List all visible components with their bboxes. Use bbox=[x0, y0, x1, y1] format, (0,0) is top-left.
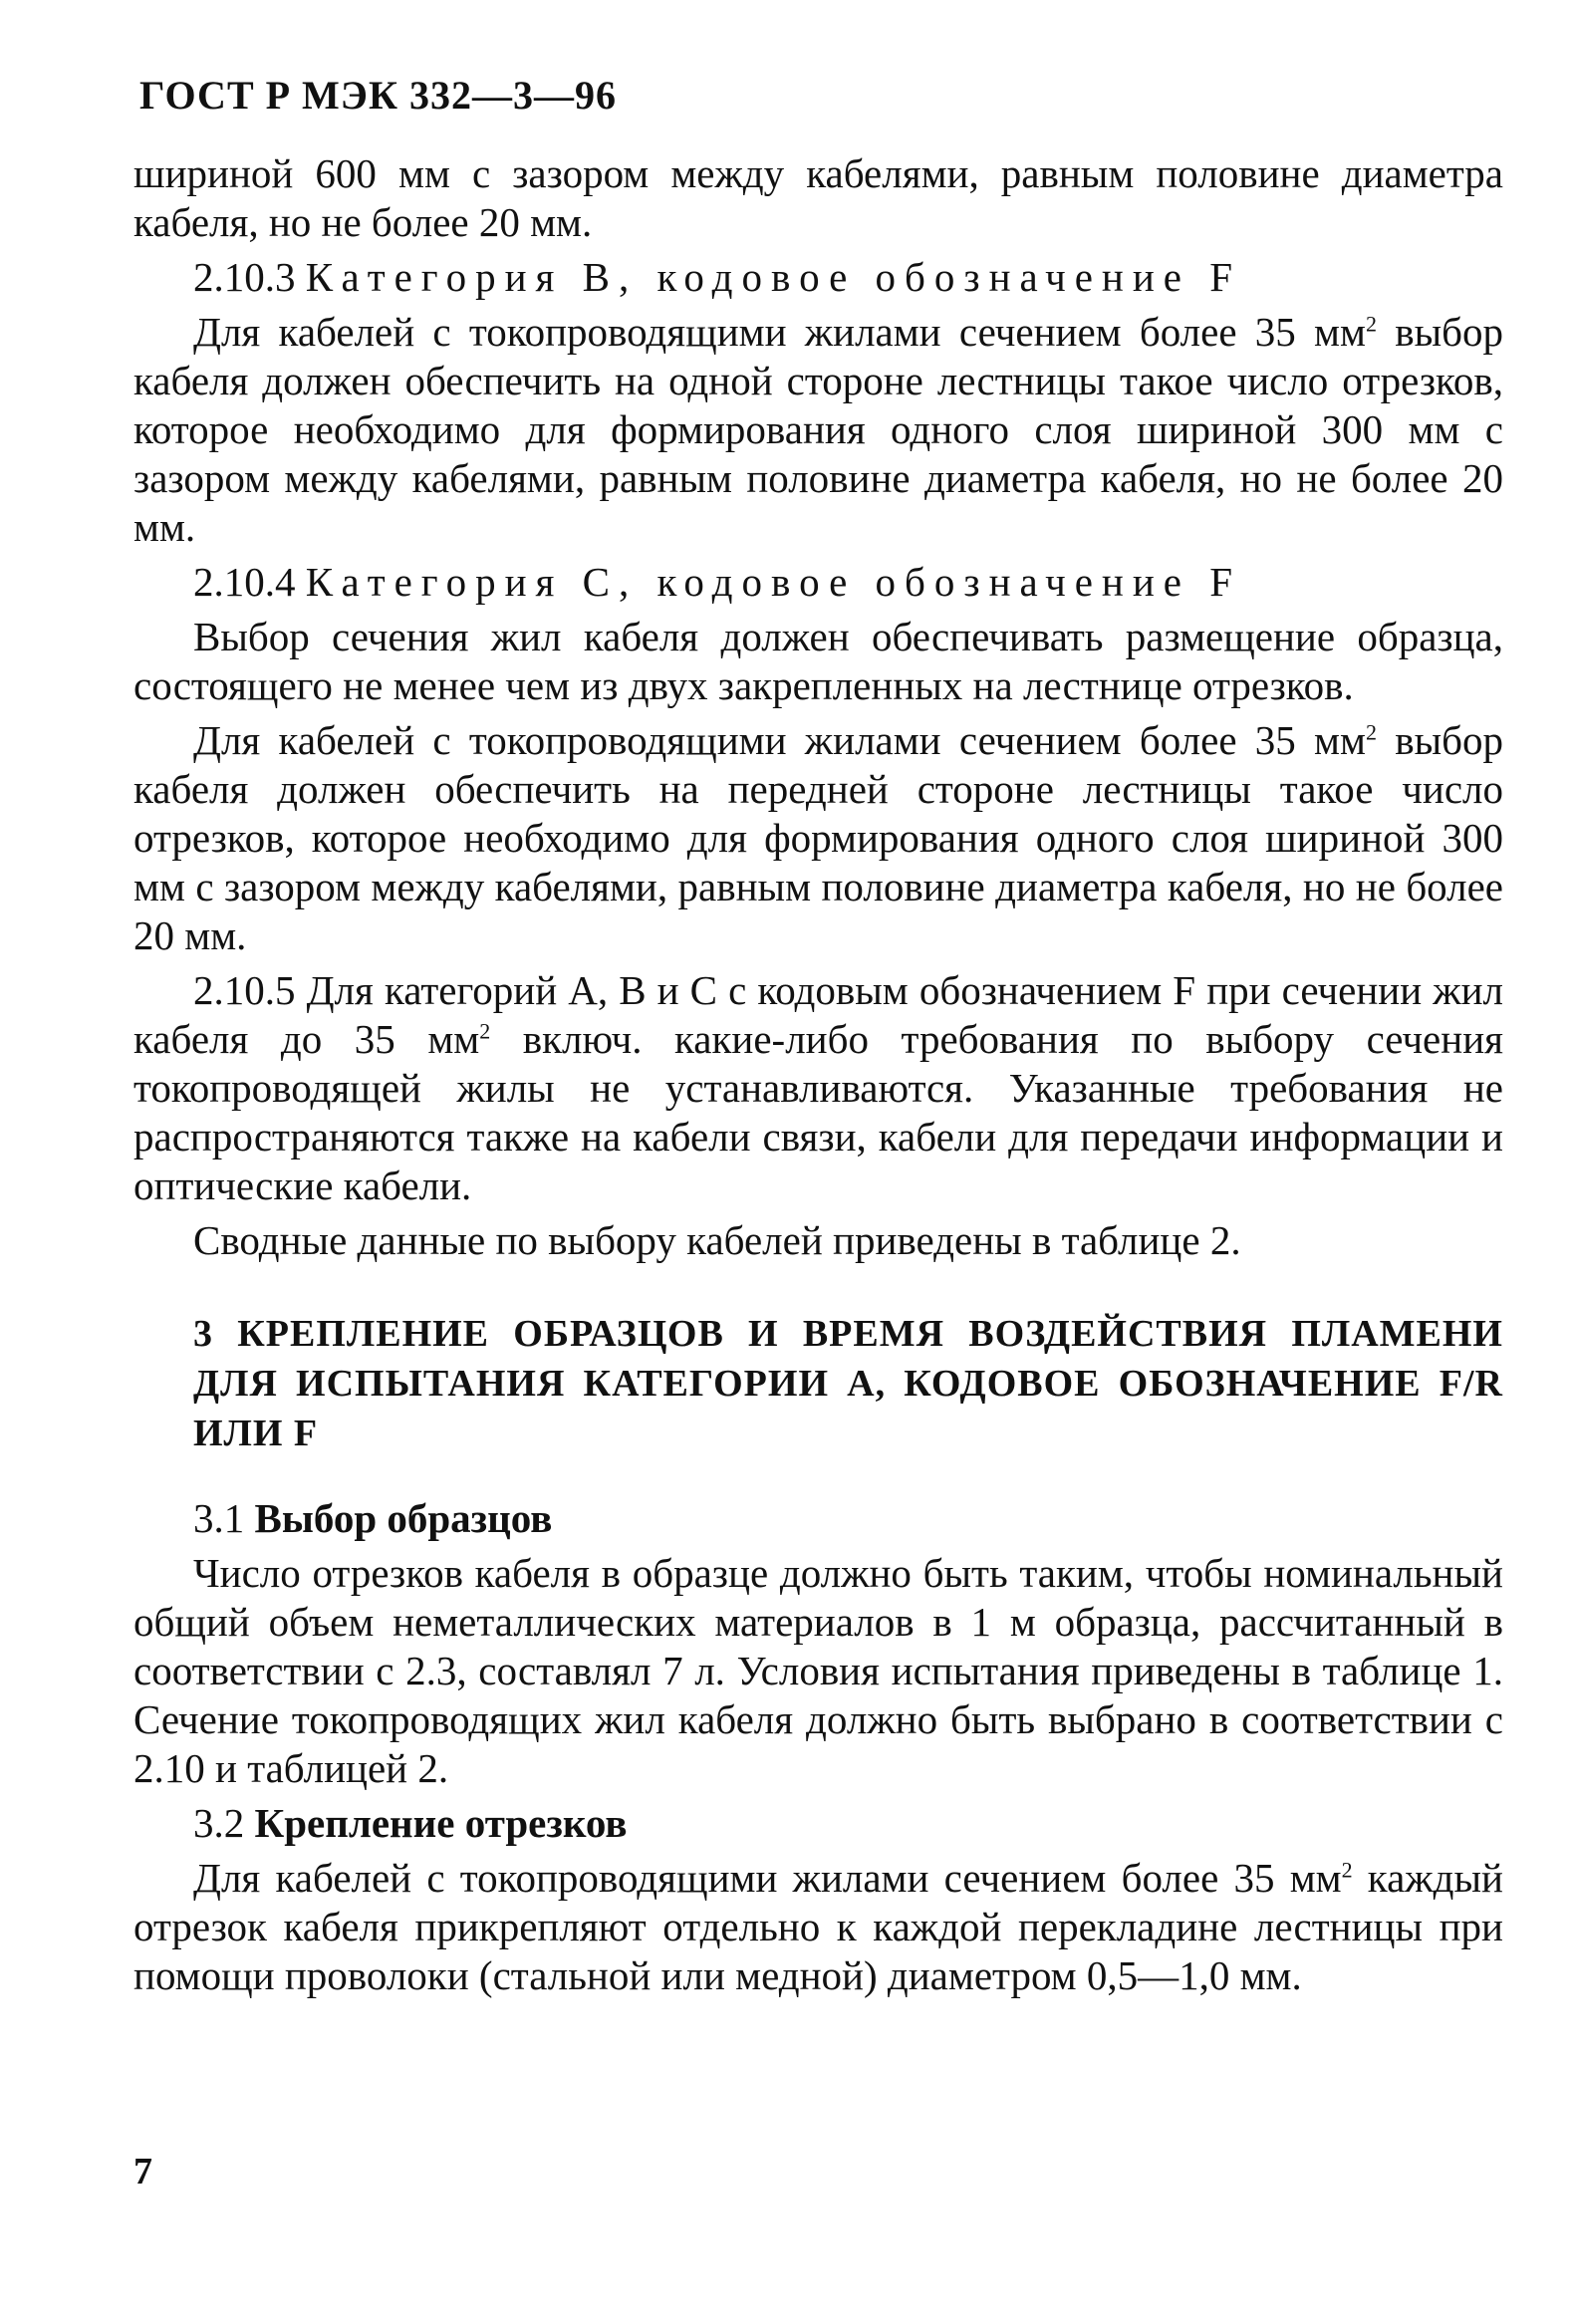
clause-3-2-heading bbox=[133, 1799, 1503, 1848]
clause-3-1-text: Число отрезков кабеля в образце должно быть таким, чтобы номинальный общий объем неметаллических материалов в 1 м образца, рассчитанный в соответствии с 2.3, составлял 7 л. Условия испытания приведены в таблице 1. Сечение токопроводящих жил кабеля должно быть выбрано в соответствии с 2.10 и таблицей 2. bbox=[133, 1550, 1503, 1791]
superscript: 2 bbox=[1365, 719, 1377, 745]
text-fragment: каждый отрезок кабеля прикрепляют отдельно к каждой перекладине лестницы при помощи проволоки (стальной или медной) диаметром 0,5—1,0 мм. bbox=[133, 1855, 1503, 1998]
paragraph-continuation: шириной 600 мм с зазором между кабелями, равным половине диаметра кабеля, но не более 20 мм. bbox=[133, 150, 1503, 245]
clause-2-10-4-heading bbox=[133, 558, 1503, 607]
clause-number: 2.10.4 bbox=[193, 559, 296, 605]
clause-title: Выбор образцов bbox=[254, 1495, 553, 1541]
clause-number: 2.10.3 bbox=[193, 254, 296, 300]
text-fragment: включ. какие-либо требования по выбору сечения токопроводящей жилы не устанавливаются. Указанные требования не распространяются также на кабели связи, кабели для передачи информации и оптические кабели. bbox=[133, 1016, 1503, 1208]
clause-title: Крепление отрезков bbox=[254, 1800, 628, 1846]
page-number: 7 bbox=[133, 2151, 152, 2193]
standard-header: ГОСТ Р МЭК 332—3—96 bbox=[139, 73, 617, 118]
clause-number: 3.2 bbox=[193, 1800, 245, 1846]
clause-title: Категория В, кодовое обозначение F bbox=[305, 254, 1242, 300]
text-fragment: Для кабелей с токопроводящими жилами сечением более 35 мм bbox=[193, 309, 1366, 355]
clause-2-10-5-text bbox=[133, 966, 1503, 1210]
text-fragment: Для кабелей с токопроводящими жилами сечением более 35 мм bbox=[193, 1855, 1342, 1901]
summary-text: Сводные данные по выбору кабелей приведены в таблице 2. bbox=[193, 1217, 1241, 1263]
section-3-title: 3 КРЕПЛЕНИЕ ОБРАЗЦОВ И ВРЕМЯ ВОЗДЕЙСТВИЯ ПЛАМЕНИ ДЛЯ ИСПЫТАНИЯ КАТЕГОРИИ А, КОДОВОЕ ОБОЗНАЧЕНИЕ F/R ИЛИ F bbox=[193, 1313, 1503, 1454]
clause-title: Категория С, кодовое обозначение F bbox=[305, 559, 1242, 605]
clause-2-10-3-text bbox=[133, 308, 1503, 552]
superscript: 2 bbox=[479, 1018, 491, 1044]
clause-2-10-4-text-1: Выбор сечения жил кабеля должен обеспечивать размещение образца, состоящего не менее чем из двух закрепленных на лестнице отрезков. bbox=[133, 614, 1503, 708]
clause-number: 3.1 bbox=[193, 1495, 245, 1541]
document-body bbox=[133, 149, 1503, 2006]
text-fragment: выбор кабеля должен обеспечить на одной стороне лестницы такое число отрезков, которое необходимо для формирования одного слоя шириной 300 мм с зазором между кабелями, равным половине диаметра кабеля, но не более 20 мм. bbox=[133, 309, 1503, 550]
clause-3-1-heading bbox=[133, 1494, 1503, 1543]
text-fragment: 2.10.5 Для категорий А, В и С с кодовым обозначением F при сечении жил кабеля до 35 мм bbox=[133, 967, 1503, 1062]
text-fragment: выбор кабеля должен обеспечить на передней стороне лестницы такое число отрезков, которое необходимо для формирования одного слоя шириной 300 мм с зазором между кабелями, равным половине диаметра кабеля, но не более 20 мм. bbox=[133, 717, 1503, 958]
superscript: 2 bbox=[1365, 311, 1377, 337]
clause-2-10-4-text-2 bbox=[133, 716, 1503, 960]
clause-2-10-3-heading bbox=[133, 253, 1503, 302]
clause-3-2-text bbox=[133, 1854, 1503, 2000]
superscript: 2 bbox=[1341, 1857, 1353, 1883]
text-fragment: Для кабелей с токопроводящими жилами сечением более 35 мм bbox=[193, 717, 1366, 763]
